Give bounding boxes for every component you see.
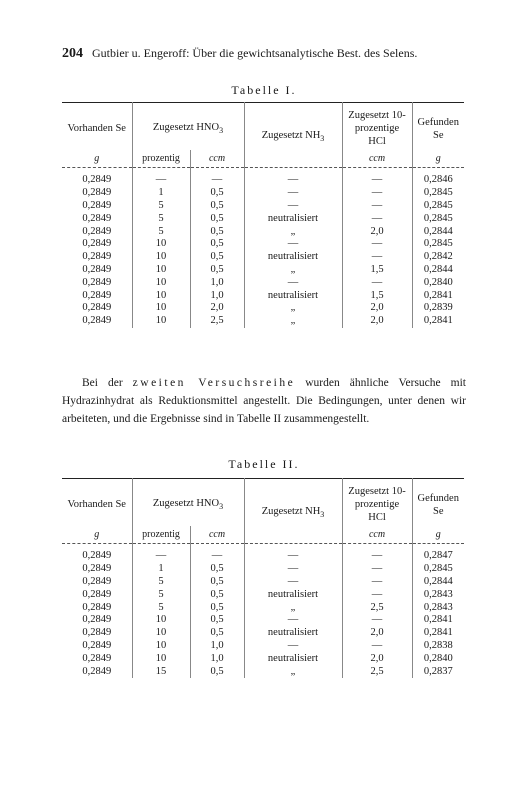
cell-vorhanden: 0,2849 (62, 187, 132, 200)
cell-hno3-ccm: 0,5 (190, 589, 244, 602)
cell-hno3-ccm: 0,5 (190, 602, 244, 615)
table-row (62, 302, 464, 315)
cell-gefunden: 0,2841 (423, 614, 453, 626)
cell-gefunden: 0,2845 (423, 238, 453, 250)
cell-hcl: — (342, 576, 412, 589)
cell-gefunden: 0,2841 (423, 289, 453, 301)
cell-hno3-ccm: — (190, 168, 244, 187)
cell-hno3-ccm: 2,5 (190, 315, 244, 328)
cell-nh3: „ (244, 302, 342, 315)
cell-nh3: — (244, 238, 342, 251)
cell-gefunden: 0,2839 (423, 302, 453, 314)
cell-gefunden: 0,2843 (423, 601, 453, 613)
cell-vorhanden: 0,2849 (62, 302, 132, 315)
cell-hno3-prozent: 10 (132, 302, 190, 315)
cell-nh3: — (244, 576, 342, 589)
cell-gefunden: 0,2840 (423, 652, 453, 664)
cell-nh3: neutralisiert (244, 653, 342, 666)
unit-g: g (412, 150, 464, 168)
cell-vorhanden: 0,2849 (62, 290, 132, 303)
cell-hno3-ccm: 0,5 (190, 226, 244, 239)
cell-hcl: — (342, 563, 412, 576)
cell-gefunden: 0,2844 (423, 225, 453, 237)
body-paragraph: Bei der zweiten Versuchsreihe wurden ähnliche Versuche mit Hydrazinhydrat als Reduktionsmittel angestellt. Die Bedingungen, unter denen wir arbeiteten, und die Ergebnisse sind in Tabelle II zusammengestellt. (62, 377, 466, 425)
cell-hcl: 2,5 (342, 602, 412, 615)
cell-hcl: 1,5 (342, 264, 412, 277)
cell-hcl: — (342, 200, 412, 213)
cell-gefunden: 0,2847 (423, 550, 453, 562)
cell-hno3-ccm: 1,0 (190, 277, 244, 290)
cell-hcl: — (342, 187, 412, 200)
cell-nh3: — (244, 277, 342, 290)
col-vorhanden: Vorhanden Se (62, 103, 132, 151)
col-nh3: Zugesetzt $NH_3$ (244, 103, 342, 151)
table-row (62, 251, 464, 264)
table2 (62, 478, 464, 678)
cell-vorhanden: 0,2849 (62, 226, 132, 239)
cell-hno3-prozent: — (132, 168, 190, 187)
cell-hno3-ccm: 1,0 (190, 290, 244, 303)
cell-hno3-ccm: 0,5 (190, 264, 244, 277)
cell-vorhanden: 0,2849 (62, 315, 132, 328)
cell-hcl: — (342, 544, 412, 563)
cell-hno3-prozent: 10 (132, 614, 190, 627)
col-hcl: Zugesetzt 10-prozentige HCl (342, 479, 412, 527)
unit-ccm: ccm (342, 526, 412, 544)
cell-hno3-prozent: 5 (132, 589, 190, 602)
table-row (62, 264, 464, 277)
cell-hno3-ccm: 0,5 (190, 200, 244, 213)
table1-caption: Tabelle I. (231, 83, 297, 97)
cell-hno3-ccm: 0,5 (190, 213, 244, 226)
table-row (62, 544, 464, 563)
table-row (62, 640, 464, 653)
col-vorhanden: Vorhanden Se (62, 479, 132, 527)
cell-vorhanden: 0,2849 (62, 277, 132, 290)
cell-gefunden: 0,2838 (423, 639, 453, 651)
cell-gefunden: 0,2843 (423, 588, 453, 600)
table-row (62, 290, 464, 303)
cell-nh3: neutralisiert (244, 251, 342, 264)
cell-nh3: — (244, 200, 342, 213)
table-row (62, 602, 464, 615)
cell-hno3-ccm: 1,0 (190, 640, 244, 653)
cell-hno3-prozent: 5 (132, 213, 190, 226)
cell-hno3-prozent: 5 (132, 226, 190, 239)
cell-hcl: — (342, 238, 412, 251)
cell-hno3-prozent: 10 (132, 264, 190, 277)
cell-hno3-prozent: 10 (132, 290, 190, 303)
cell-hno3-prozent: 10 (132, 653, 190, 666)
unit-prozentig: prozentig (132, 150, 190, 168)
cell-vorhanden: 0,2849 (62, 614, 132, 627)
cell-vorhanden: 0,2849 (62, 168, 132, 187)
cell-hcl: — (342, 213, 412, 226)
cell-hcl: — (342, 589, 412, 602)
table-row (62, 614, 464, 627)
cell-hno3-prozent: 10 (132, 238, 190, 251)
cell-hcl: 2,0 (342, 302, 412, 315)
cell-nh3: — (244, 544, 342, 563)
cell-hcl: — (342, 168, 412, 187)
cell-vorhanden: 0,2849 (62, 200, 132, 213)
cell-gefunden: 0,2844 (423, 575, 453, 587)
table-row (62, 277, 464, 290)
cell-vorhanden: 0,2849 (62, 563, 132, 576)
cell-gefunden: 0,2845 (423, 563, 453, 575)
cell-hno3-prozent: 10 (132, 315, 190, 328)
table-row (62, 238, 464, 251)
cell-hno3-ccm: 2,0 (190, 302, 244, 315)
cell-nh3: neutralisiert (244, 290, 342, 303)
cell-vorhanden: 0,2849 (62, 544, 132, 563)
unit-prozentig: prozentig (132, 526, 190, 544)
cell-nh3: „ (244, 602, 342, 615)
page-number: 204 (62, 46, 83, 61)
cell-hno3-ccm: 0,5 (190, 666, 244, 679)
unit-g: g (412, 526, 464, 544)
cell-vorhanden: 0,2849 (62, 602, 132, 615)
col-gefunden: Gefunden Se (412, 103, 464, 151)
cell-gefunden: 0,2841 (423, 627, 453, 639)
cell-nh3: „ (244, 315, 342, 328)
cell-hno3-prozent: 5 (132, 200, 190, 213)
cell-hcl: — (342, 614, 412, 627)
cell-vorhanden: 0,2849 (62, 576, 132, 589)
cell-nh3: — (244, 640, 342, 653)
table-row (62, 627, 464, 640)
cell-hcl: — (342, 251, 412, 264)
cell-gefunden: 0,2845 (423, 199, 453, 211)
table-row (62, 200, 464, 213)
col-hno3: Zugesetzt $HNO_3$ (132, 103, 244, 151)
cell-vorhanden: 0,2849 (62, 251, 132, 264)
cell-hcl: 2,0 (342, 226, 412, 239)
table1 (62, 102, 464, 328)
cell-gefunden: 0,2841 (423, 315, 453, 327)
page-header (62, 46, 482, 62)
cell-nh3: neutralisiert (244, 589, 342, 602)
cell-hcl: 2,0 (342, 315, 412, 328)
cell-gefunden: 0,2845 (423, 212, 453, 224)
table-row (62, 576, 464, 589)
table-row (62, 168, 464, 187)
cell-hno3-ccm: 0,5 (190, 251, 244, 264)
cell-nh3: — (244, 614, 342, 627)
cell-hno3-ccm: 0,5 (190, 576, 244, 589)
unit-ccm: ccm (190, 526, 244, 544)
cell-hno3-ccm: 0,5 (190, 187, 244, 200)
table-row (62, 315, 464, 328)
cell-hno3-ccm: 0,5 (190, 563, 244, 576)
col-hno3: Zugesetzt $HNO_3$ (132, 479, 244, 527)
cell-hno3-ccm: 0,5 (190, 627, 244, 640)
cell-hcl: — (342, 640, 412, 653)
table-row (62, 213, 464, 226)
cell-nh3: — (244, 187, 342, 200)
cell-gefunden: 0,2845 (423, 187, 453, 199)
cell-gefunden: 0,2846 (423, 174, 453, 186)
cell-hno3-prozent: 1 (132, 563, 190, 576)
cell-hno3-prozent: 10 (132, 277, 190, 290)
cell-hno3-prozent: 10 (132, 251, 190, 264)
cell-nh3: „ (244, 666, 342, 679)
cell-nh3: — (244, 563, 342, 576)
cell-hno3-prozent: 10 (132, 627, 190, 640)
table-row (62, 666, 464, 679)
cell-hno3-ccm: 1,0 (190, 653, 244, 666)
cell-nh3: — (244, 168, 342, 187)
table-row (62, 226, 464, 239)
cell-vorhanden: 0,2849 (62, 627, 132, 640)
cell-vorhanden: 0,2849 (62, 589, 132, 602)
running-title: Gutbier u. Engeroff: Über die gewichtsanalytische Best. des Selens. (92, 46, 418, 60)
table2-caption: Tabelle II. (228, 457, 300, 471)
cell-gefunden: 0,2844 (423, 263, 453, 275)
cell-hno3-prozent: 10 (132, 640, 190, 653)
cell-hno3-prozent: 5 (132, 576, 190, 589)
col-gefunden: Gefunden Se (412, 479, 464, 527)
cell-hcl: 2,5 (342, 666, 412, 679)
cell-hno3-prozent: — (132, 544, 190, 563)
unit-g: g (62, 150, 132, 168)
unit-empty (244, 526, 342, 544)
col-nh3: Zugesetzt $NH_3$ (244, 479, 342, 527)
cell-gefunden: 0,2837 (423, 665, 453, 677)
cell-hcl: 1,5 (342, 290, 412, 303)
col-hcl: Zugesetzt 10-prozentige HCl (342, 103, 412, 151)
cell-vorhanden: 0,2849 (62, 666, 132, 679)
table-row (62, 563, 464, 576)
cell-hno3-ccm: 0,5 (190, 238, 244, 251)
cell-hno3-prozent: 5 (132, 602, 190, 615)
unit-ccm: ccm (342, 150, 412, 168)
cell-hcl: 2,0 (342, 653, 412, 666)
cell-vorhanden: 0,2849 (62, 264, 132, 277)
cell-vorhanden: 0,2849 (62, 238, 132, 251)
cell-hno3-ccm: — (190, 544, 244, 563)
cell-nh3: „ (244, 264, 342, 277)
cell-hcl: — (342, 277, 412, 290)
cell-hno3-prozent: 1 (132, 187, 190, 200)
table-row (62, 589, 464, 602)
table-row (62, 187, 464, 200)
cell-hno3-ccm: 0,5 (190, 614, 244, 627)
cell-hno3-prozent: 15 (132, 666, 190, 679)
unit-empty (244, 150, 342, 168)
unit-g: g (62, 526, 132, 544)
table-row (62, 653, 464, 666)
cell-gefunden: 0,2840 (423, 276, 453, 288)
emphasis-spaced: zweiten Versuchsreihe (132, 377, 296, 389)
cell-vorhanden: 0,2849 (62, 213, 132, 226)
cell-hcl: 2,0 (342, 627, 412, 640)
cell-nh3: neutralisiert (244, 213, 342, 226)
cell-vorhanden: 0,2849 (62, 653, 132, 666)
unit-ccm: ccm (190, 150, 244, 168)
cell-gefunden: 0,2842 (423, 251, 453, 263)
cell-nh3: neutralisiert (244, 627, 342, 640)
cell-vorhanden: 0,2849 (62, 640, 132, 653)
cell-nh3: „ (244, 226, 342, 239)
